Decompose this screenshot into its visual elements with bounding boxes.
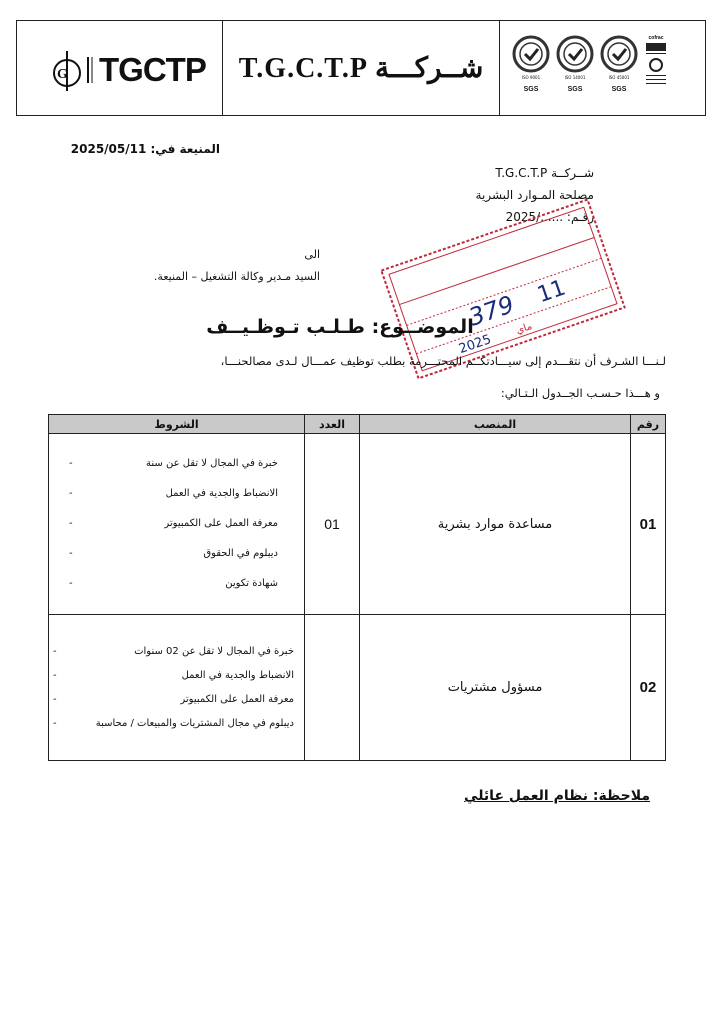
header-count: العدد xyxy=(305,415,360,434)
body-line-2: و هـــذا حـسـب الجــدول الـتـالي: xyxy=(500,386,660,400)
certifications-cell xyxy=(500,21,705,115)
header-position: المنصب xyxy=(360,415,631,434)
row-number: 02 xyxy=(631,615,666,761)
recipient-to: الى xyxy=(304,248,320,261)
cofrac-accreditation-badge: cofrac xyxy=(644,35,668,95)
row-conditions xyxy=(49,434,305,615)
sgs-certification-badge-1: ISO 9001 SGS xyxy=(512,35,550,93)
sender-reference: رقـم: ....../2025 xyxy=(505,210,594,224)
company-title-cell xyxy=(223,21,500,115)
certification-check-icon xyxy=(556,35,594,75)
place-date: المنيعة في: 2025/05/11 xyxy=(70,142,220,156)
stamp-year: 2025 xyxy=(457,332,494,358)
body-line-1: لـنـــا الشـرف أن نتقـــدم إلى سيـــادتكــم المحتـــرمة بطلب توظيف عمـــال لـدى مصالحنـــا، xyxy=(220,354,666,368)
conditions-list xyxy=(49,449,304,599)
certification-check-icon xyxy=(512,35,550,75)
row-number: 01 xyxy=(631,434,666,615)
requirements-table xyxy=(48,414,666,761)
list-item: الانضباط والجدية في العمل - xyxy=(53,669,294,681)
header-number: رقم xyxy=(631,415,666,434)
company-logo xyxy=(51,47,206,93)
accreditation-icon xyxy=(644,41,668,91)
list-item: خبرة في المجال لا تقل عن سنة - xyxy=(69,458,278,469)
list-item: خبرة في المجال لا تقل عن 02 سنوات - xyxy=(53,645,294,657)
table-header-row xyxy=(49,415,666,434)
list-item: الانضباط والجدية في العمل - xyxy=(69,488,278,499)
stamp-month: ماي xyxy=(514,320,534,337)
list-item: معرفة العمل على الكمبيوتر - xyxy=(53,693,294,705)
stamp-day: 11 xyxy=(534,275,569,309)
note-line: ملاحظة: نظام العمل عائلي xyxy=(464,788,650,804)
table-row xyxy=(49,434,666,615)
sender-department: مصلحة المـوارد البشرية xyxy=(475,188,594,202)
logo-text: TGCTP xyxy=(99,51,206,88)
stamp-number: 379 xyxy=(465,290,518,332)
list-item: ديبلوم في مجال المشتريات والمبيعات / محاسبة - xyxy=(53,717,294,729)
recipient-name: السيد مـدير وكالة التشغيل – المنيعة. xyxy=(153,270,320,283)
list-item: شهادة تكوين - xyxy=(69,578,278,589)
row-count: 01 xyxy=(305,434,360,615)
logo-emblem-icon xyxy=(51,47,85,93)
row-count xyxy=(305,615,360,761)
row-position: مساعدة موارد بشرية xyxy=(360,434,631,615)
company-title: شــركـــة T.G.C.T.P xyxy=(238,53,484,84)
subject-line: الموضــوع: طـلـب تـوظـيــف xyxy=(206,316,474,338)
logo-vertical-tagline-icon xyxy=(85,53,95,87)
recipient-block xyxy=(60,244,320,288)
svg-text:G: G xyxy=(57,67,68,82)
table-row xyxy=(49,615,666,761)
list-item: ديبلوم في الحقوق - xyxy=(69,548,278,559)
row-position: مسؤول مشتريات xyxy=(360,615,631,761)
header-conditions: الشروط xyxy=(49,415,305,434)
letterhead xyxy=(16,20,706,116)
sgs-certification-badge-2: ISO 14001 SGS xyxy=(556,35,594,93)
list-item: معرفة العمل على الكمبيوتر - xyxy=(69,518,278,529)
certification-check-icon xyxy=(600,35,638,75)
logo-cell xyxy=(17,21,223,115)
sender-company: شــركــة T.G.C.T.P xyxy=(495,166,594,180)
sgs-certification-badge-3: ISO 45001 SGS xyxy=(600,35,638,93)
row-conditions xyxy=(49,615,305,761)
conditions-list xyxy=(49,640,304,736)
